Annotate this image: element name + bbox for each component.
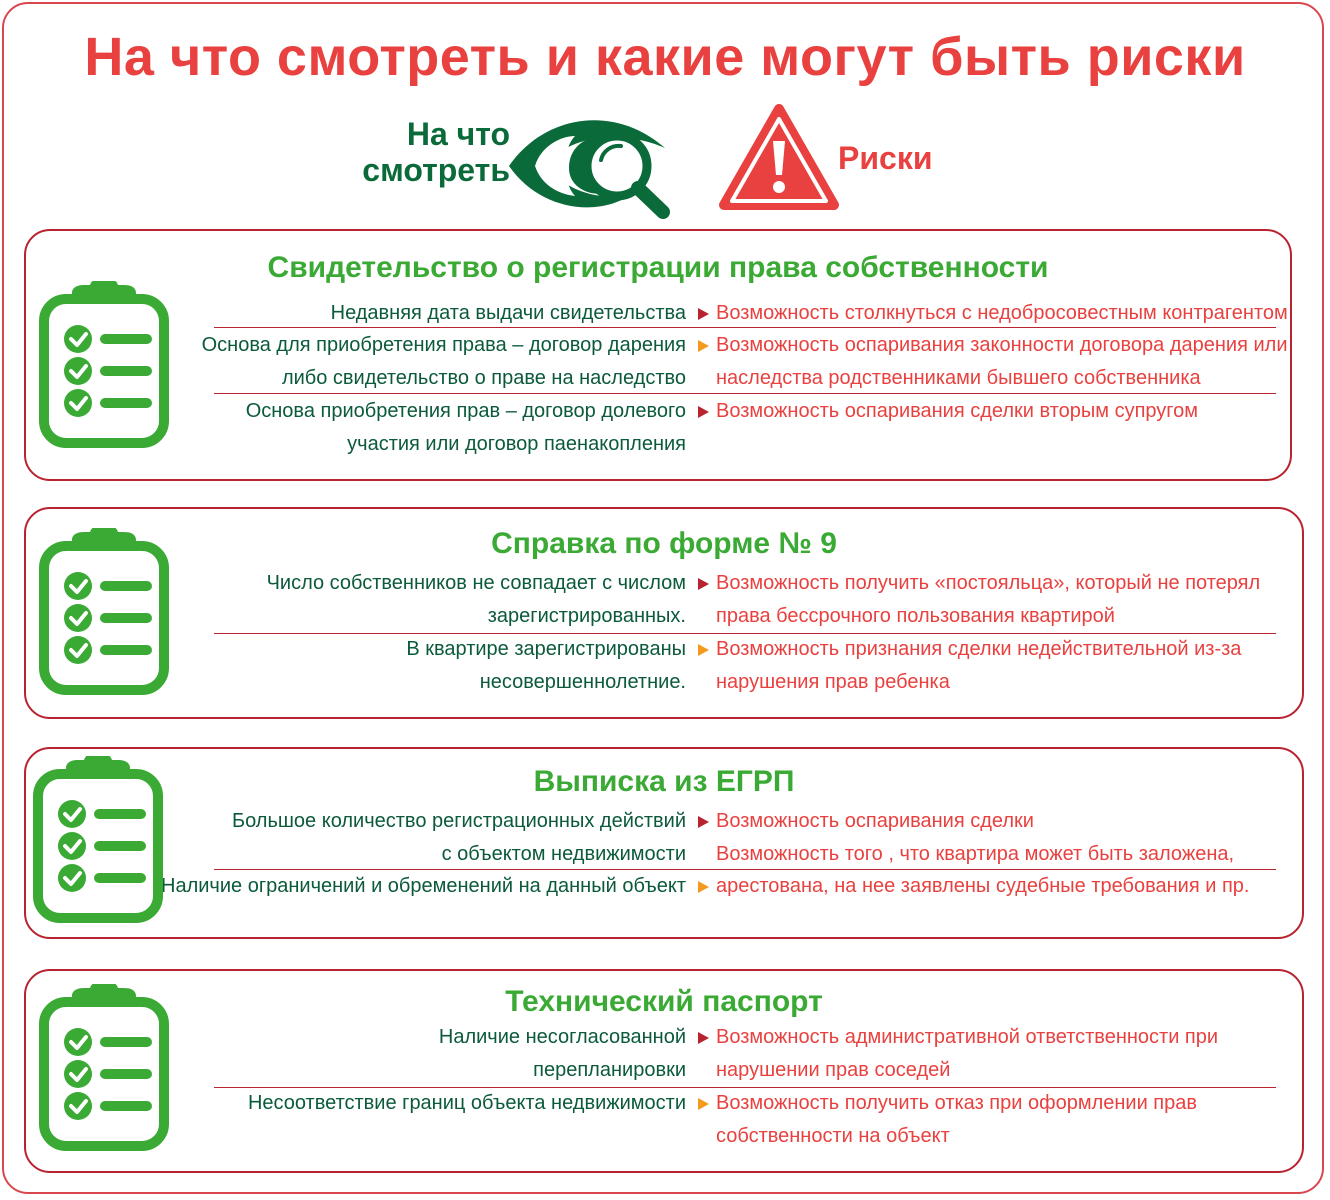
risk-text: Возможность оспаривания законности договора дарения или наследства родственниками бывшего собственника — [716, 334, 1288, 389]
section-card — [24, 747, 1304, 939]
look-text: В квартире зарегистрированы несовершеннолетние. — [406, 638, 686, 693]
clipboard-checklist-icon — [38, 984, 170, 1154]
risk-text: Возможность административной ответственности при нарушении прав соседей — [716, 1026, 1219, 1081]
risk-text: Возможность оспаривания сделки Возможность того , что квартира может быть заложена, — [716, 810, 1235, 865]
risk-text: Возможность признания сделки недействительной из-за нарушения прав ребенка — [716, 638, 1242, 693]
row-divider — [214, 869, 1276, 870]
look-text: Несоответствие границ объекта недвижимости — [247, 1092, 686, 1114]
risk-text: арестована, на нее заявлены судебные требования и пр. — [716, 875, 1250, 897]
row-divider — [214, 633, 1276, 634]
arrow-icon — [698, 816, 709, 828]
arrow-icon — [698, 308, 709, 320]
clipboard-checklist-icon — [32, 756, 164, 926]
eye-magnifier-icon — [505, 108, 675, 222]
look-text: Основа приобретения прав – договор долевого участия или договор паенакопления — [245, 400, 686, 455]
arrow-icon — [698, 1032, 709, 1044]
section-title: Выписка из ЕГРП — [533, 765, 795, 798]
legend-look-line1: На что — [406, 116, 510, 152]
legend-look-label — [330, 116, 510, 188]
clipboard-checklist-icon — [38, 528, 170, 698]
section-card — [24, 969, 1304, 1173]
section-title: Технический паспорт — [505, 985, 823, 1018]
arrow-icon — [698, 881, 709, 893]
risk-text: Возможность оспаривания сделки вторым супругом — [716, 400, 1199, 422]
page-title: На что смотреть и какие могут быть риски — [84, 27, 1246, 87]
section-title: Справка по форме № 9 — [491, 527, 837, 560]
arrow-icon — [698, 406, 709, 418]
arrow-icon — [698, 644, 709, 656]
arrow-icon — [698, 340, 709, 352]
arrow-icon — [698, 578, 709, 590]
look-text: Основа для приобретения права – договор дарения либо свидетельство о праве на наследство — [201, 334, 686, 389]
section-card — [24, 507, 1304, 719]
clipboard-checklist-icon — [38, 281, 170, 451]
arrow-icon — [698, 1098, 709, 1110]
section-title: Свидетельство о регистрации права собственности — [267, 251, 1049, 284]
look-text: Наличие ограничений и обременений на данный объект — [161, 875, 686, 897]
look-text: Большое количество регистрационных действий с объектом недвижимости — [231, 810, 686, 865]
look-text: Наличие несогласованной перепланировки — [438, 1026, 686, 1081]
look-text: Недавняя дата выдачи свидетельства — [330, 302, 686, 324]
risk-text: Возможность получить отказ при оформлении прав собственности на объект — [716, 1092, 1198, 1147]
risk-text: Возможность получить «постояльца», который не потерял права бессрочного пользования квартирой — [716, 572, 1261, 627]
legend-risks-label: Риски — [838, 140, 933, 176]
section-card — [24, 229, 1292, 481]
look-text: Число собственников не совпадает с числом зарегистрированных. — [266, 572, 686, 627]
risk-text: Возможность столкнуться с недобросовестным контрагентом — [716, 302, 1288, 324]
legend-look-line2: смотреть — [362, 152, 510, 188]
row-divider — [214, 1087, 1276, 1088]
warning-triangle-icon — [718, 103, 840, 213]
row-divider — [214, 393, 1276, 394]
row-divider — [214, 327, 1276, 328]
